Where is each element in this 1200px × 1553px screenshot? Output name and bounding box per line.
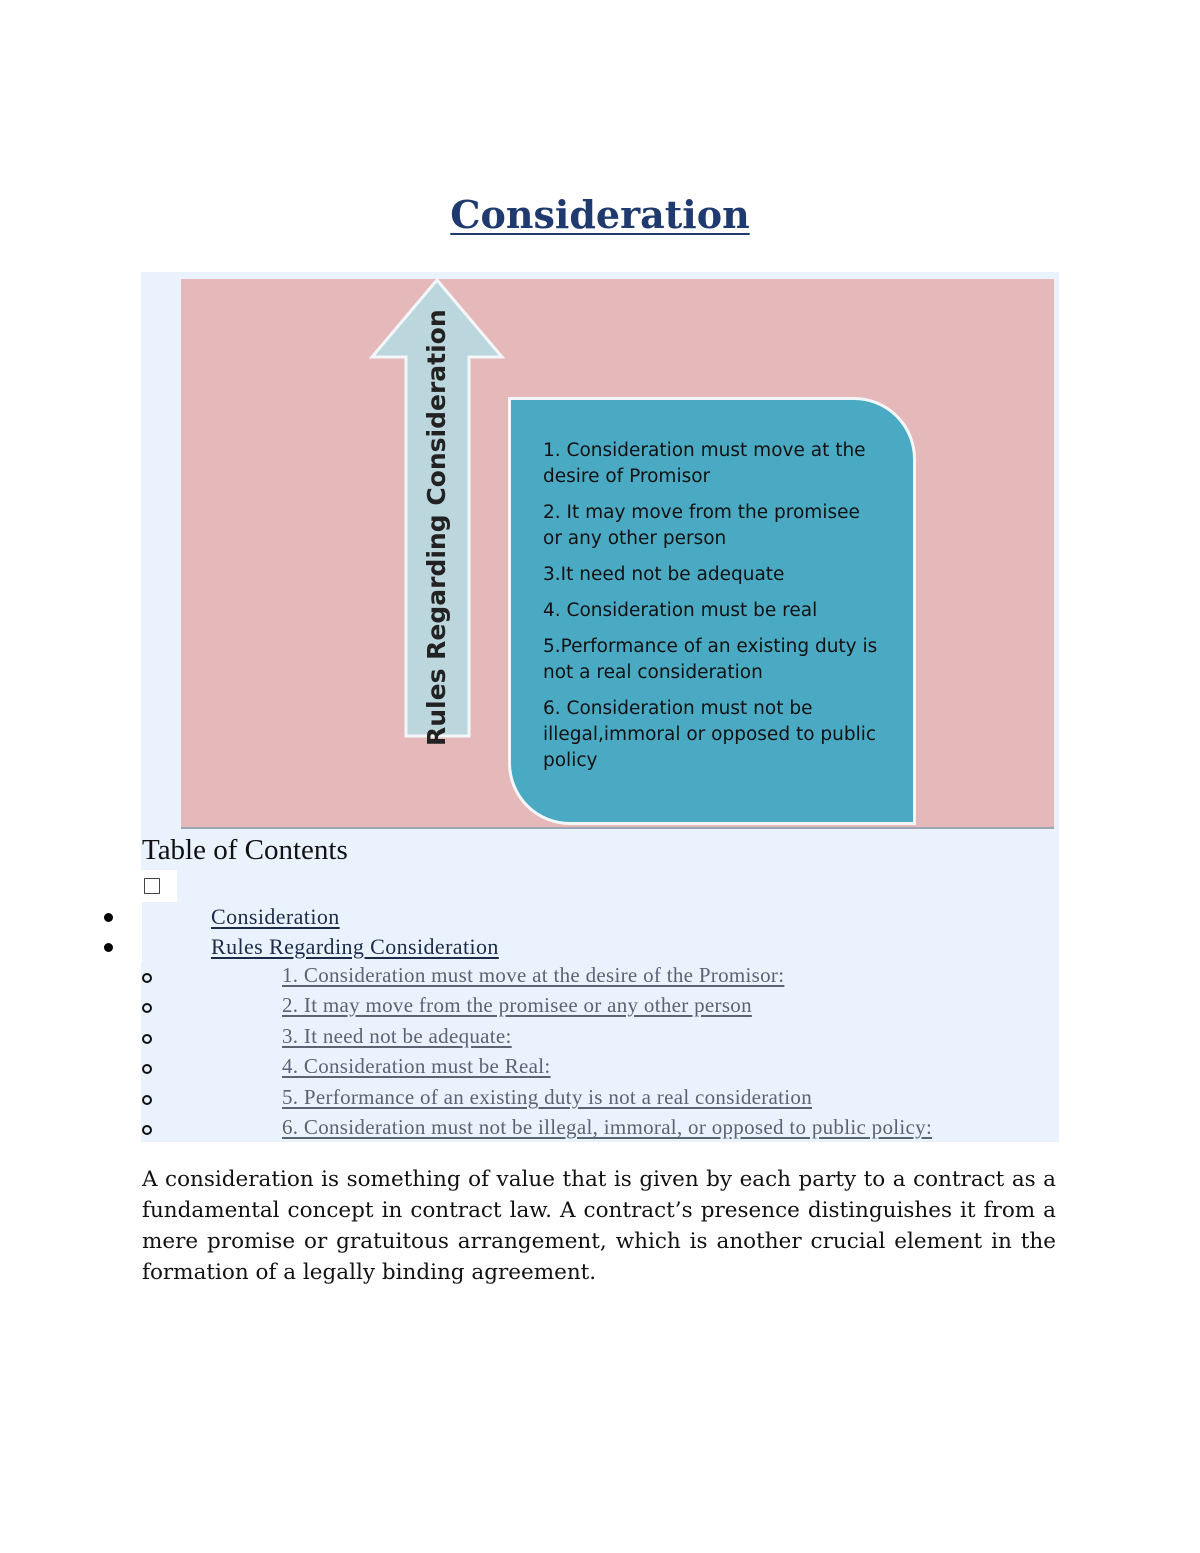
sub-bullet-icon xyxy=(142,1095,152,1105)
rule-item: 3.It need not be adequate xyxy=(543,564,785,585)
rule-item: 4. Consideration must be real xyxy=(543,600,818,621)
sub-bullet-icon xyxy=(142,973,152,983)
toc-link-rule-4[interactable]: 4. Consideration must be Real: xyxy=(282,1054,551,1078)
toc-heading: Table of Contents xyxy=(142,834,348,866)
intro-paragraph: A consideration is something of value that is given by each party to a contract as a fundamental concept in contract law. A contract’s presence distinguishes it from a mere promise or gratuitous arrangement, which is another crucial element in the formation of a legally binding agreement. xyxy=(142,1167,1056,1285)
page-title: Consideration xyxy=(450,192,750,237)
toc-link-rule-5[interactable]: 5. Performance of an existing duty is not a real consideration xyxy=(282,1085,813,1109)
sub-bullet-icon xyxy=(142,1064,152,1074)
rule-item: 6. Consideration must not be illegal,immoral or opposed to public policy xyxy=(543,698,877,771)
toc-link-rule-1[interactable]: 1. Consideration must move at the desire of the Promisor: xyxy=(282,963,785,987)
toc-link-rule-3[interactable]: 3. It need not be adequate: xyxy=(282,1024,512,1048)
sub-bullet-icon xyxy=(142,1003,152,1013)
rule-item: 1. Consideration must move at the desire of Promisor xyxy=(543,440,866,487)
sub-bullet-icon xyxy=(142,1034,152,1044)
bullet-icon xyxy=(104,913,113,922)
toc-link-rule-2[interactable]: 2. It may move from the promisee or any other person xyxy=(282,993,752,1017)
sub-bullet-icon xyxy=(142,1125,152,1135)
rule-item: 2. It may move from the promisee or any other person xyxy=(543,502,860,549)
toc-toggle-checkbox[interactable] xyxy=(141,870,177,902)
toc-link-rule-6[interactable]: 6. Consideration must not be illegal, immoral, or opposed to public policy: xyxy=(282,1115,933,1139)
toc-link-rules[interactable]: Rules Regarding Consideration xyxy=(211,934,499,959)
toc-link-consideration[interactable]: Consideration xyxy=(211,904,340,929)
rules-box xyxy=(508,397,916,825)
rule-item: 5.Performance of an existing duty is not a real consideration xyxy=(543,636,878,683)
checkbox-box-icon xyxy=(144,878,160,894)
bullet-icon xyxy=(104,943,113,952)
bullet-strip xyxy=(102,902,142,962)
arrow-label: Rules Regarding Consideration xyxy=(422,309,451,746)
